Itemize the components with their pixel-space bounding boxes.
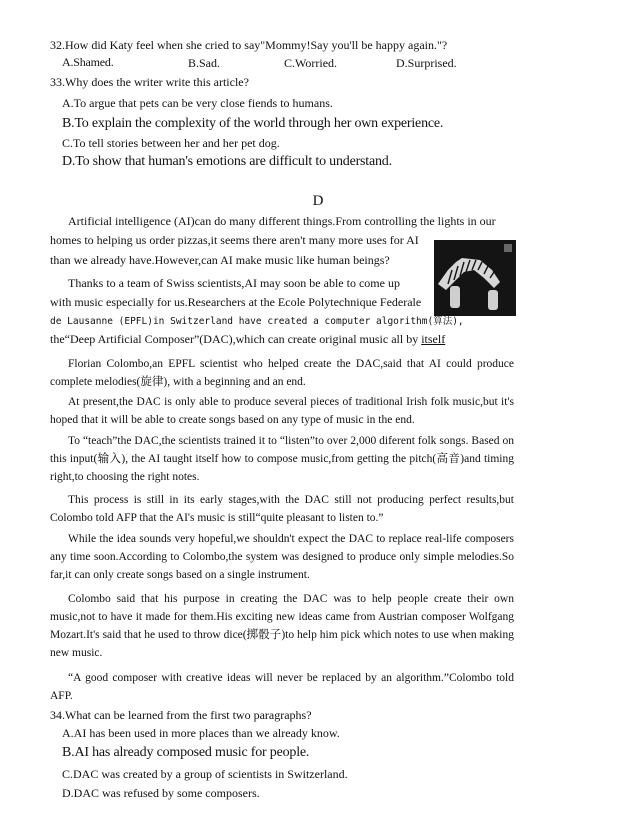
piano-illustration [434,240,516,316]
p1-line-1: Artificial intelligence (AI)can do many different things.From controlling the lights in our [68,214,496,228]
paragraph-8: Colombo said that his purpose in creating the DAC was to help people create their own music,not to have it made for them.His exciting new ideas came from Austrian composer Wolfgang Mozart.It's said that he used to throw dice(掷骰子)to help him pick which notes to use when making new music. [50,593,514,659]
q32-option-a: A.Shamed. [62,55,114,69]
section-title: D [312,193,324,209]
q34-option-a: A.AI has been used in more places than we already know. [62,726,340,740]
p2-line-4-text: the“Deep Artificial Composer”(DAC),which can create original music all by [50,332,419,346]
paragraph-6: This process is still in its early stages,with the DAC still not producing perfect results,but Colombo told AFP that the AI's music is still“quite pleasant to listen to.” [50,494,514,524]
q34-option-b: B.AI has already composed music for people. [62,745,310,760]
paragraph-3: Florian Colombo,an EPFL scientist who helped create the DAC,said that AI could produce complete melodies(旋律), with a beginning and an end. [50,358,514,388]
p1-line-3: than we already have.However,can AI make music like human beings? [50,253,390,267]
paragraph-4: At present,the DAC is only able to produce several pieces of traditional Irish folk music,but it's hoped that it will be able to create songs based on any type of music in the end. [50,396,514,426]
q34-option-d: D.DAC was refused by some composers. [62,786,260,800]
q32-option-c: C.Worried. [284,56,338,70]
q33-option-b: B.To explain the complexity of the world through her own experience. [62,116,444,131]
p1-line-2: homes to helping us order pizzas,it seems there aren't many more uses for AI [50,233,419,247]
question-33: 33.Why does the writer write this article? [50,75,249,89]
p2-line-3: de Lausanne (EPFL)in Switzerland have created a computer algorithm(算法), [50,316,464,327]
q32-option-b: B.Sad. [188,56,221,70]
p2-line-4-underlined: itself [421,332,446,346]
question-34: 34.What can be learned from the first two paragraphs? [50,708,312,722]
q34-option-c: C.DAC was created by a group of scientists in Switzerland. [62,767,348,781]
piano-keys-image [434,240,516,316]
p2-line-2: with music especially for us.Researchers at the Ecole Polytechnique Federale [50,295,422,309]
q33-option-a: A.To argue that pets can be very close fiends to humans. [62,96,333,110]
p2-line-4 [50,332,445,346]
p2-line-1: Thanks to a team of Swiss scientists,AI may soon be able to come up [68,276,400,290]
q33-option-d: D.To show that human's emotions are difficult to understand. [62,154,392,169]
question-32: 32.How did Katy feel when she cried to say"Mommy!Say you'll be happy again."? [50,38,448,52]
paragraph-9: “A good composer with creative ideas will never be replaced by an algorithm.”Colombo told AFP. [50,672,514,702]
q32-option-d: D.Surprised. [396,56,457,70]
q33-option-c: C.To tell stories between her and her pet dog. [62,136,280,150]
paragraph-5: To “teach”the DAC,the scientists trained it to “listen”to over 2,000 diferent folk songs. Based on this input(输入), the AI taught itself how to compose music,from getting the pitch(高音)and timing right,to choosing the right notes. [50,435,514,483]
paragraph-7: While the idea sounds very hopeful,we shouldn't expect the DAC to replace real-life composers any time soon.According to Colombo,the system was designed to produce only simple melodies.So far,it can only create songs based on a single instrument. [50,533,514,581]
